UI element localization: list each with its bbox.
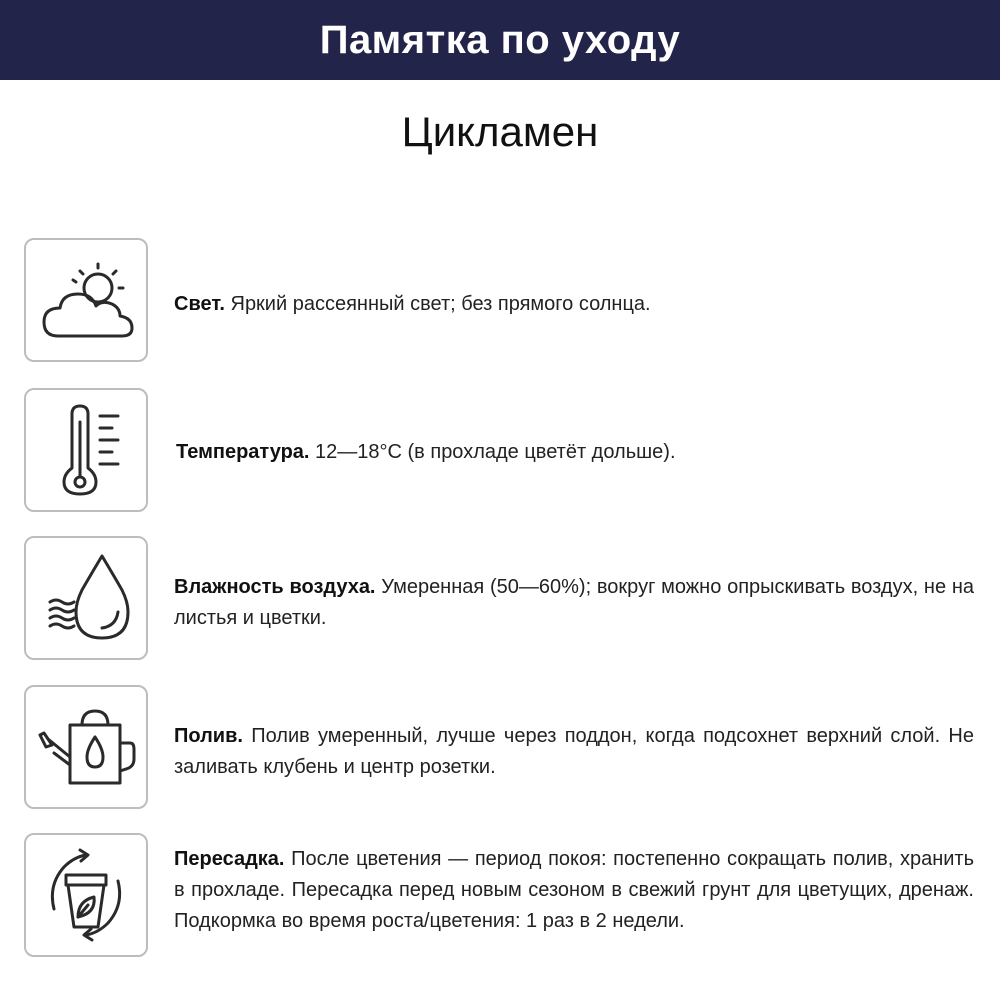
care-label: Свет. [174,293,225,315]
repotting-pot-icon [36,845,136,945]
plant-name: Цикламен [401,108,599,155]
care-item-repotting [24,833,974,961]
care-item-temperature [24,388,974,516]
care-text-light [174,289,974,320]
care-label: Пересадка. [174,848,285,870]
icon-frame [24,388,148,512]
care-description: Полив умеренный, лучше через поддон, когда подсохнет верхний слой. Не заливать клубень и центр розетки. [174,725,974,778]
thermometer-icon [36,400,136,500]
icon-frame [24,536,148,660]
care-item-humidity [24,536,974,664]
care-description: Яркий рассеянный свет; без прямого солнца. [224,293,651,315]
care-item-watering [24,685,974,813]
care-item-light [24,238,974,366]
care-label: Температура. [176,441,310,463]
care-text-humidity [174,572,974,634]
care-description: Умеренная (50—60%); вокруг можно опрыскивать воздух, не на листья и цветки. [174,576,974,629]
sun-cloud-icon [36,250,136,350]
header-bar [0,0,1000,80]
care-description: После цветения — период покоя: постепенно сокращать полив, хранить в прохладе. Пересадка перед новым сезоном в свежий грунт для цветущих, дренаж. Подкормка во время роста/цветения: 1 раз в 2 недели. [174,848,974,932]
care-label: Влажность воздуха. [174,576,376,598]
care-text-watering [174,721,974,783]
icon-frame [24,833,148,957]
care-text-temperature [176,437,976,468]
watering-can-icon [36,697,136,797]
humidity-drop-icon [36,548,136,648]
care-description: 12—18°C (в прохладе цветёт дольше). [309,441,676,463]
page-title: Памятка по уходу [319,17,681,62]
care-label: Полив. [174,725,243,747]
icon-frame [24,238,148,362]
icon-frame [24,685,148,809]
care-text-repotting [174,844,974,937]
